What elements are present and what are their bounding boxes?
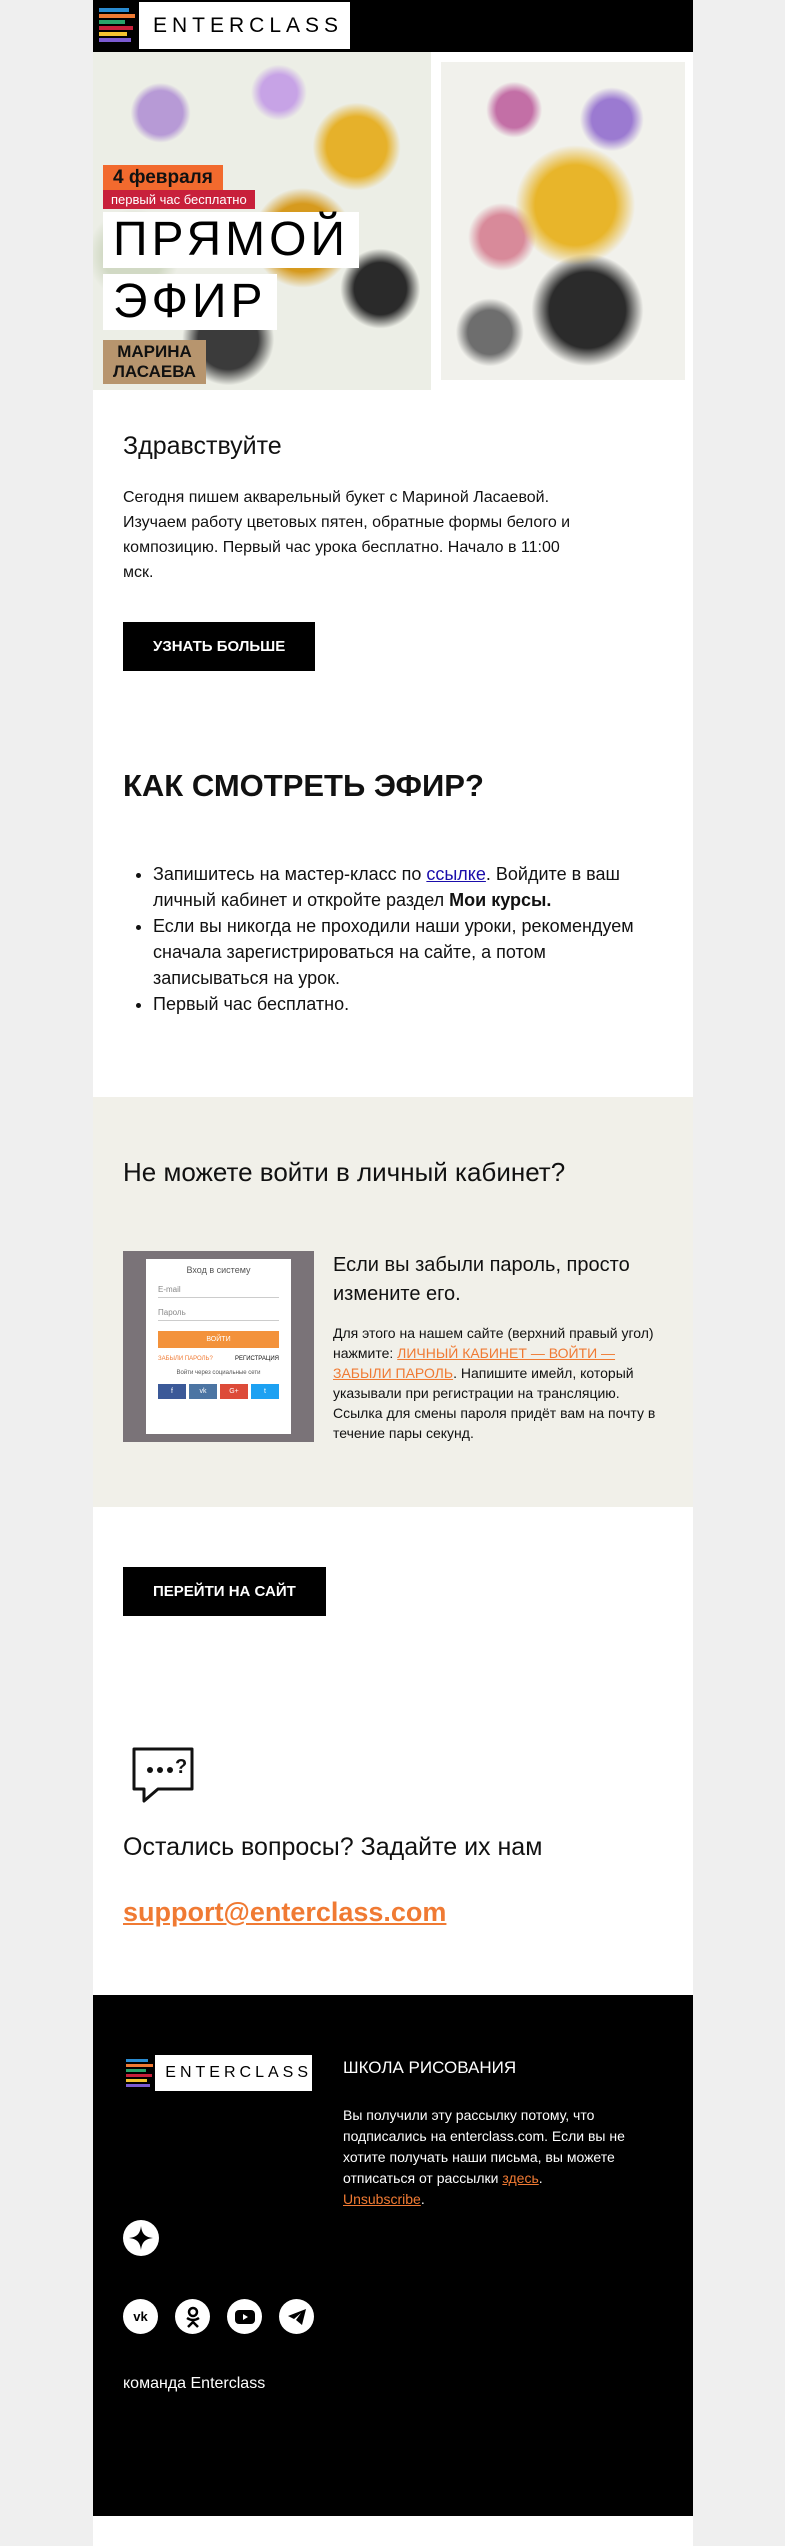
forgot-text-a: Для этого на нашем сайте (верхний правый угол) нажмите: — [333, 1325, 654, 1361]
youtube-icon[interactable] — [227, 2299, 262, 2334]
hero-image-right — [441, 62, 685, 380]
hero-author-first: МАРИНА — [117, 342, 192, 361]
enterclass-logo[interactable] — [95, 2, 350, 49]
unsubscribe-link[interactable]: Unsubscribe — [343, 2191, 421, 2207]
odnoklassniki-icon[interactable] — [175, 2299, 210, 2334]
hero-title-line2: ЭФИР — [103, 274, 277, 330]
forgot-password-text — [333, 1323, 663, 1443]
list-item: • Первый час бесплатно. — [153, 991, 643, 1017]
login-help-heading: Не можете войти в личный кабинет? — [123, 1157, 566, 1187]
step1-text-b: . Войдите в ваш личный кабинет и откройте раздел — [153, 864, 620, 910]
hero-banner[interactable] — [93, 52, 693, 392]
unsubscribe-text-a: Вы получили эту рассылку потому, что подписались на enterclass.com. Если вы не хотите получать наши письма, вы можете отписаться от рассылки — [343, 2107, 625, 2186]
hero-author — [103, 340, 206, 384]
social-login-label: Войти через социальные сети — [176, 1370, 261, 1376]
my-courses-label: Мои курсы. — [449, 890, 552, 910]
chat-question-icon — [128, 1743, 198, 1807]
svg-text:?: ? — [175, 1756, 188, 1778]
list-item — [153, 861, 643, 913]
intro-section — [93, 432, 693, 1017]
login-screenshot — [123, 1251, 314, 1442]
login-password-field: Пароль — [158, 1308, 279, 1321]
email-container — [93, 0, 693, 2546]
hero-author-last: ЛАСАЕВА — [113, 362, 196, 381]
login-links — [158, 1356, 279, 1362]
ok-glyph-icon — [184, 2306, 202, 2328]
login-submit-image: ВОЙТИ — [158, 1331, 279, 1348]
logo-wordmark: ENTERCLASS — [153, 13, 344, 37]
unsubscribe-here-link[interactable]: здесь — [502, 2170, 539, 2186]
social-links — [123, 2299, 314, 2334]
footer-logo[interactable] — [123, 2055, 312, 2091]
login-dialog-title: Вход в систему — [186, 1265, 251, 1275]
youtube-glyph-icon — [235, 2310, 255, 2324]
login-dialog-image — [146, 1259, 291, 1434]
how-to-watch-heading: КАК СМОТРЕТЬ ЭФИР? — [123, 768, 484, 803]
go-to-site-button[interactable]: ПЕРЕЙТИ НА САЙТ — [123, 1567, 326, 1616]
telegram-icon[interactable] — [279, 2299, 314, 2334]
hero-image-left — [93, 52, 431, 390]
hero-date: 4 февраля — [103, 165, 223, 191]
account-login-link[interactable]: ЛИЧНЫЙ КАБИНЕТ — ВОЙТИ — ЗАБЫЛИ ПАРОЛЬ — [333, 1345, 616, 1381]
forgot-password-headline: Если вы забыли пароль, просто измените его. — [333, 1254, 630, 1305]
register-label: РЕГИСТРАЦИЯ — [234, 1356, 279, 1362]
header-bar — [93, 0, 693, 52]
unsubscribe-text: Вы получили эту рассылку потому, что подписались на enterclass.com. Если вы не хотите получать наши письма, вы можете отписаться от рассылки здесь. Unsubscribe. — [343, 2107, 625, 2207]
vk-icon: vk — [189, 1384, 217, 1399]
forgot-text-b: . Напишите имейл, который указывали при регистрации на трансляцию. Ссылка для смены пароля придёт вам на почту в течение пары секунд. — [333, 1365, 656, 1441]
google-icon: G+ — [220, 1384, 248, 1399]
telegram-glyph-icon — [287, 2308, 307, 2326]
footer-logo-stripes-icon — [123, 2055, 155, 2091]
facebook-icon: f — [158, 1384, 186, 1399]
login-email-field: E-mail — [158, 1285, 279, 1298]
footer — [93, 1995, 693, 2516]
questions-heading: Остались вопросы? Задайте их нам — [123, 1833, 543, 1861]
list-item: • Если вы никогда не проходили наши уроки, рекомендуем сначала зарегистрироваться на сайте, а потом записываться на урок. — [153, 913, 643, 991]
signup-link[interactable]: ссылке — [426, 864, 486, 884]
footer-logo-wordmark: ENTERCLASS — [165, 2064, 312, 2081]
step1-text-a: Запишитесь на мастер-класс по — [153, 864, 427, 884]
greeting-heading: Здравствуйте — [123, 432, 282, 460]
steps-list — [123, 861, 643, 1017]
learn-more-button[interactable]: УЗНАТЬ БОЛЬШЕ — [123, 622, 315, 671]
forgot-password-label: ЗАБЫЛИ ПАРОЛЬ? — [158, 1356, 213, 1362]
footer-school-title: ШКОЛА РИСОВАНИЯ — [343, 2058, 517, 2077]
support-email-link[interactable]: support@enterclass.com — [123, 1897, 447, 1927]
social-login-buttons — [158, 1384, 279, 1399]
hero-title-line1: ПРЯМОЙ — [103, 212, 359, 268]
twitter-icon: t — [251, 1384, 279, 1399]
sparkle-glyph-icon — [123, 2220, 159, 2256]
sparkle-icon[interactable] — [123, 2220, 159, 2256]
logo-stripes-icon — [95, 2, 139, 49]
team-signature: команда Enterclass — [123, 2375, 266, 2392]
login-help-section — [93, 1097, 693, 1507]
intro-text: Сегодня пишем акварельный букет с Мариной Ласаевой. Изучаем работу цветовых пятен, обратные формы белого и композицию. Первый час урока бесплатно. Начало в 11:00 мск. — [123, 489, 571, 581]
hero-free-badge: первый час бесплатно — [103, 190, 255, 209]
vk-icon[interactable]: vk — [123, 2299, 158, 2334]
